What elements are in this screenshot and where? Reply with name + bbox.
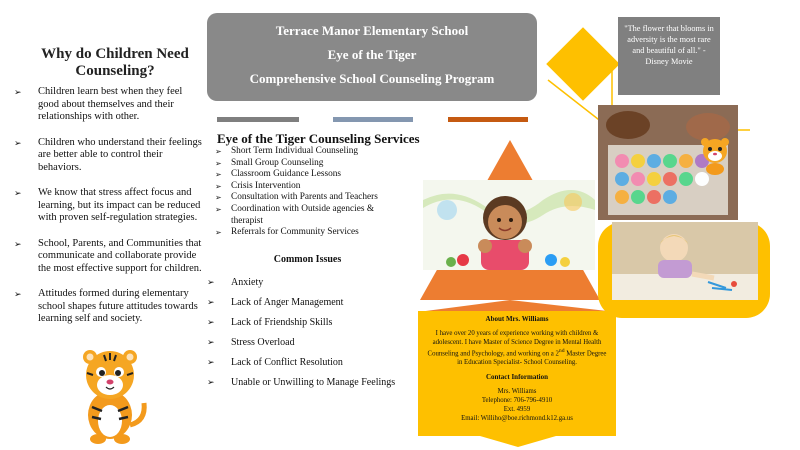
contact-email: Email: Williho@boe.richmond.k12.ga.us bbox=[461, 415, 573, 423]
divider-bar-gray bbox=[217, 117, 299, 122]
arrow-bullet-icon: ➢ bbox=[14, 188, 22, 198]
quote-box: "The flower that blooms in adversity is the most rare and beautiful of all." - Disney Movie bbox=[618, 17, 720, 95]
contact-name: Mrs. Williams bbox=[497, 388, 537, 396]
arrow-bullet-icon: ➢ bbox=[207, 277, 215, 287]
list-item: ➢ Unable or Unwilling to Manage Feelings bbox=[207, 377, 396, 388]
arrow-bullet-icon: ➢ bbox=[215, 193, 222, 203]
list-item: ➢ Referrals for Community Services bbox=[215, 227, 359, 238]
list-item: ➢ Classroom Guidance Lessons bbox=[215, 169, 341, 180]
photo-girl-drawing bbox=[612, 222, 758, 300]
common-issues-title: Common Issues bbox=[273, 254, 342, 265]
left-bullet-list bbox=[14, 86, 204, 339]
gold-arrow-tip bbox=[480, 436, 556, 447]
list-item: ➢ Anxiety bbox=[207, 277, 264, 288]
arrow-bullet-icon: ➢ bbox=[14, 238, 22, 249]
contact-title: Contact Information bbox=[485, 373, 549, 382]
arrow-bullet-icon: ➢ bbox=[215, 204, 222, 214]
list-item: ➢ Short Term Individual Counseling bbox=[215, 146, 359, 156]
tiger-cartoon-icon bbox=[68, 345, 152, 445]
about-title: About Mrs. Williams bbox=[485, 315, 549, 323]
arrow-bullet-icon: ➢ bbox=[14, 137, 22, 148]
left-heading: Why do Children Need Counseling? bbox=[41, 46, 189, 79]
contact-telephone: Telephone: 706-796-4910 bbox=[481, 397, 553, 405]
arrow-bullet-icon: ➢ bbox=[215, 170, 222, 180]
list-item: ➢ School, Parents, and Communities that communicate and collaborate provide the most effective support for children. bbox=[14, 237, 202, 274]
divider-bar-orange bbox=[448, 117, 528, 122]
arrow-bullet-icon: ➢ bbox=[215, 181, 222, 191]
arrow-bullet-icon: ➢ bbox=[207, 337, 215, 347]
photo-girl-with-paint bbox=[423, 180, 595, 270]
list-item: ➢ Crisis Intervention bbox=[215, 180, 301, 191]
arrow-bullet-icon: ➢ bbox=[215, 147, 222, 156]
list-item: ➢ Children learn best when they feel good about themselves and their relationships with other. bbox=[14, 86, 183, 122]
arrow-bullet-icon: ➢ bbox=[215, 228, 222, 238]
list-item: ➢ Attitudes formed during elementary school shapes future attitudes towards learning self and society. bbox=[14, 288, 198, 324]
arrow-bullet-icon: ➢ bbox=[207, 297, 215, 307]
program-name: Eye of the Tiger bbox=[327, 47, 417, 62]
program-subtitle: Comprehensive School Counseling Program bbox=[249, 71, 495, 86]
services-title: Eye of the Tiger Counseling Services bbox=[217, 131, 420, 146]
arrow-bullet-icon: ➢ bbox=[207, 377, 215, 387]
about-contact-box bbox=[418, 311, 616, 436]
list-item: ➢ We know that stress affect focus and learning, but its impact can be reduced with proven self-regulation strategies. bbox=[14, 187, 201, 223]
about-bio: I have over 20 years of experience working with children & adolescent. I have Master of Science Degree in Mental Health Counseling and Psychology, and working on a 2nd Master Degree in Education Specialist- School Counseling. bbox=[427, 330, 607, 367]
list-item: ➢ Coordination with Outside agencies & therapist bbox=[215, 203, 375, 226]
arrow-bullet-icon: ➢ bbox=[14, 289, 22, 299]
list-item: ➢ Consultation with Parents and Teachers bbox=[215, 192, 378, 203]
school-name: Terrace Manor Elementary School bbox=[275, 23, 469, 38]
tiger-app-icon bbox=[697, 135, 733, 175]
header-banner bbox=[207, 13, 537, 101]
arrow-bullet-icon: ➢ bbox=[207, 357, 215, 367]
list-item: ➢ Children who understand their feelings are better able to control their behaviors. bbox=[14, 136, 202, 173]
arrow-bullet-icon: ➢ bbox=[14, 87, 22, 97]
list-item: ➢ Stress Overload bbox=[207, 337, 295, 348]
arrow-bullet-icon: ➢ bbox=[207, 317, 215, 327]
list-item: ➢ Lack of Anger Management bbox=[207, 297, 344, 308]
list-item: ➢ Lack of Conflict Resolution bbox=[207, 357, 343, 368]
services-list bbox=[215, 146, 390, 239]
contact-extension: Ext. 4959 bbox=[503, 406, 531, 414]
gold-diamond bbox=[546, 27, 620, 101]
list-item: ➢ Small Group Counseling bbox=[215, 157, 324, 168]
common-issues-list bbox=[207, 276, 417, 396]
divider-bar-steel bbox=[333, 117, 413, 122]
arrow-bullet-icon: ➢ bbox=[215, 158, 222, 168]
list-item: ➢ Lack of Friendship Skills bbox=[207, 317, 333, 328]
